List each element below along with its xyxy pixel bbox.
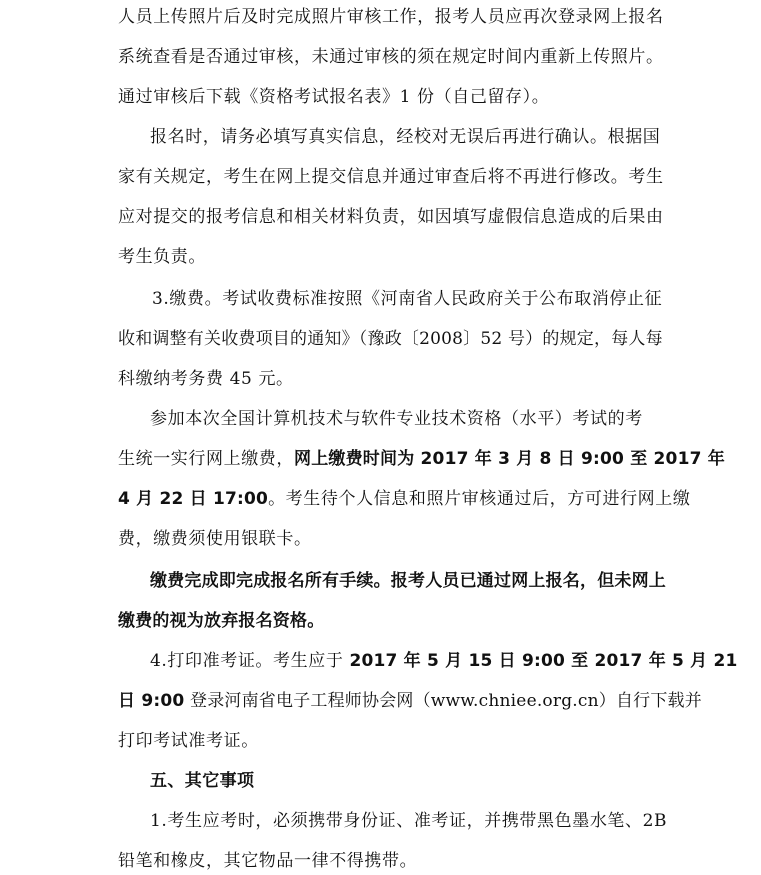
para-online-payment-line-1: 参加本次全国计算机技术与软件专业技术资格（水平）考试的考 <box>150 409 643 429</box>
para-photo-review-line-1: 人员上传照片后及时完成照片审核工作，报考人员应再次登录网上报名 <box>118 7 664 27</box>
online-payment-end-bold: 4 月 22 日 17:00 <box>118 489 269 509</box>
admission-ticket-text-normal: 4.打印准考证。考生应于 <box>150 651 350 671</box>
para-truthful-info-line-3: 应对提交的报考信息和相关材料负责，如因填写虚假信息造成的后果由 <box>118 207 664 227</box>
para-online-payment-line-4: 费，缴费须使用银联卡。 <box>118 529 312 549</box>
para-payment-line-2: 收和调整有关收费项目的通知》（豫政〔2008〕52 号）的规定，每人每 <box>118 329 663 349</box>
online-payment-period-bold: 网上缴费时间为 2017 年 3 月 8 日 9:00 至 2017 年 <box>294 449 725 469</box>
online-payment-text-normal: 生统一实行网上缴费， <box>118 449 294 469</box>
section-5-item-1-line-1: 1.考生应考时，必须携带身份证、准考证，并携带黑色墨水笔、2B <box>150 811 668 831</box>
para-truthful-info-line-1: 报名时，请务必填写真实信息，经校对无误后再进行确认。根据国 <box>150 127 661 147</box>
para-admission-ticket-line-3: 打印考试准考证。 <box>118 731 259 751</box>
para-payment-line-3: 科缴纳考务费 45 元。 <box>118 369 294 389</box>
para-online-payment-line-2 <box>118 448 758 470</box>
section-5-heading: 五、其它事项 <box>150 771 255 791</box>
admission-ticket-period-bold: 2017 年 5 月 15 日 9:00 至 2017 年 5 月 21 <box>349 651 738 671</box>
para-payment-complete-line-2: 缴费的视为放弃报名资格。 <box>118 611 325 631</box>
admission-ticket-end-bold: 日 9:00 <box>118 691 185 711</box>
para-admission-ticket-line-2 <box>118 690 758 712</box>
para-payment-line-1: 3.缴费。考试收费标准按照《河南省人民政府关于公布取消停止征 <box>152 289 663 309</box>
para-admission-ticket-line-1 <box>150 650 758 672</box>
online-payment-text-after: 。考生待个人信息和照片审核通过后，方可进行网上缴 <box>268 489 691 509</box>
para-truthful-info-line-4: 考生负责。 <box>118 247 206 267</box>
para-truthful-info-line-2: 家有关规定，考生在网上提交信息并通过审查后将不再进行修改。考生 <box>118 167 664 187</box>
para-photo-review-line-3: 通过审核后下载《资格考试报名表》1 份（自己留存）。 <box>118 87 550 107</box>
admission-ticket-text-after: 登录河南省电子工程师协会网（www.chniee.org.cn）自行下载并 <box>184 691 702 711</box>
para-online-payment-line-3 <box>118 488 758 510</box>
section-5-item-1-line-2: 铅笔和橡皮，其它物品一律不得携带。 <box>118 851 418 871</box>
para-photo-review-line-2: 系统查看是否通过审核，未通过审核的须在规定时间内重新上传照片。 <box>118 47 664 67</box>
para-payment-complete-line-1: 缴费完成即完成报名所有手续。报考人员已通过网上报名，但未网上 <box>150 571 666 591</box>
